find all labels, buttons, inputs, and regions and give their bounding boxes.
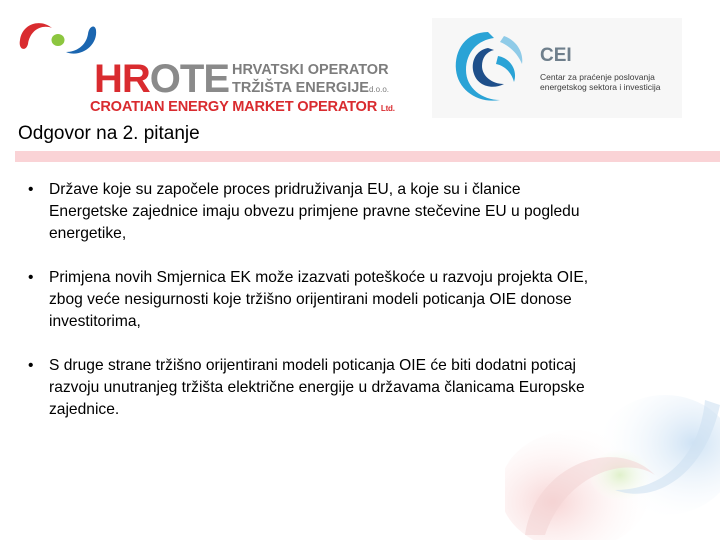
cei-logo bbox=[432, 18, 682, 118]
bullet-item bbox=[28, 179, 688, 245]
bullet-item bbox=[28, 267, 688, 333]
bullet-line: Države koje su započele proces pridruživanja EU, a koje su i članice bbox=[49, 181, 521, 198]
bullet-line: zajednice. bbox=[49, 401, 120, 418]
bullet-line: investitorima, bbox=[49, 313, 141, 330]
bullet-marker: • bbox=[28, 181, 34, 198]
bullet-line: Primjena novih Smjernica EK može izazvati poteškoće u razvoju projekta OIE, bbox=[49, 269, 589, 286]
hrote-name-english: CROATIAN ENERGY MARKET OPERATOR Ltd. bbox=[90, 99, 395, 115]
bullet-list bbox=[28, 179, 688, 443]
cei-swirl-icon bbox=[448, 26, 528, 108]
bullet-marker: • bbox=[28, 269, 34, 286]
cei-subtitle-line1: Centar za praćenje poslovanja bbox=[540, 72, 655, 82]
bullet-marker: • bbox=[28, 357, 34, 374]
bullet-line: Energetske zajednice imaju obvezu primjene pravne stečevine EU u pogledu bbox=[49, 203, 580, 220]
cei-subtitle-line2: energetskog sektora i investicija bbox=[540, 82, 661, 92]
slide-title: Odgovor na 2. pitanje bbox=[18, 123, 200, 144]
cei-title: CEI bbox=[540, 45, 572, 66]
bullet-line: energetike, bbox=[49, 225, 127, 242]
title-divider bbox=[15, 151, 720, 162]
hrote-swirl-icon bbox=[14, 16, 102, 60]
hrote-wordmark: HROTE bbox=[94, 57, 230, 101]
bullet-line: S druge strane tržišno orijentirani modeli poticanja OIE će biti dodatni poticaj bbox=[49, 357, 577, 374]
hrote-logo bbox=[10, 12, 410, 115]
bullet-item bbox=[28, 355, 688, 421]
bullet-line: razvoju unutranjeg tržišta električne energije u državama članicama Europske bbox=[49, 379, 585, 396]
hrote-name-croatian-line1: HRVATSKI OPERATOR bbox=[232, 62, 389, 78]
bullet-line: zbog veće nesigurnosti koje tržišno orijentirani modeli poticanja OIE donose bbox=[49, 291, 572, 308]
hrote-name-croatian-line2: TRŽIŠTA ENERGIJEd.o.o. bbox=[232, 80, 389, 96]
